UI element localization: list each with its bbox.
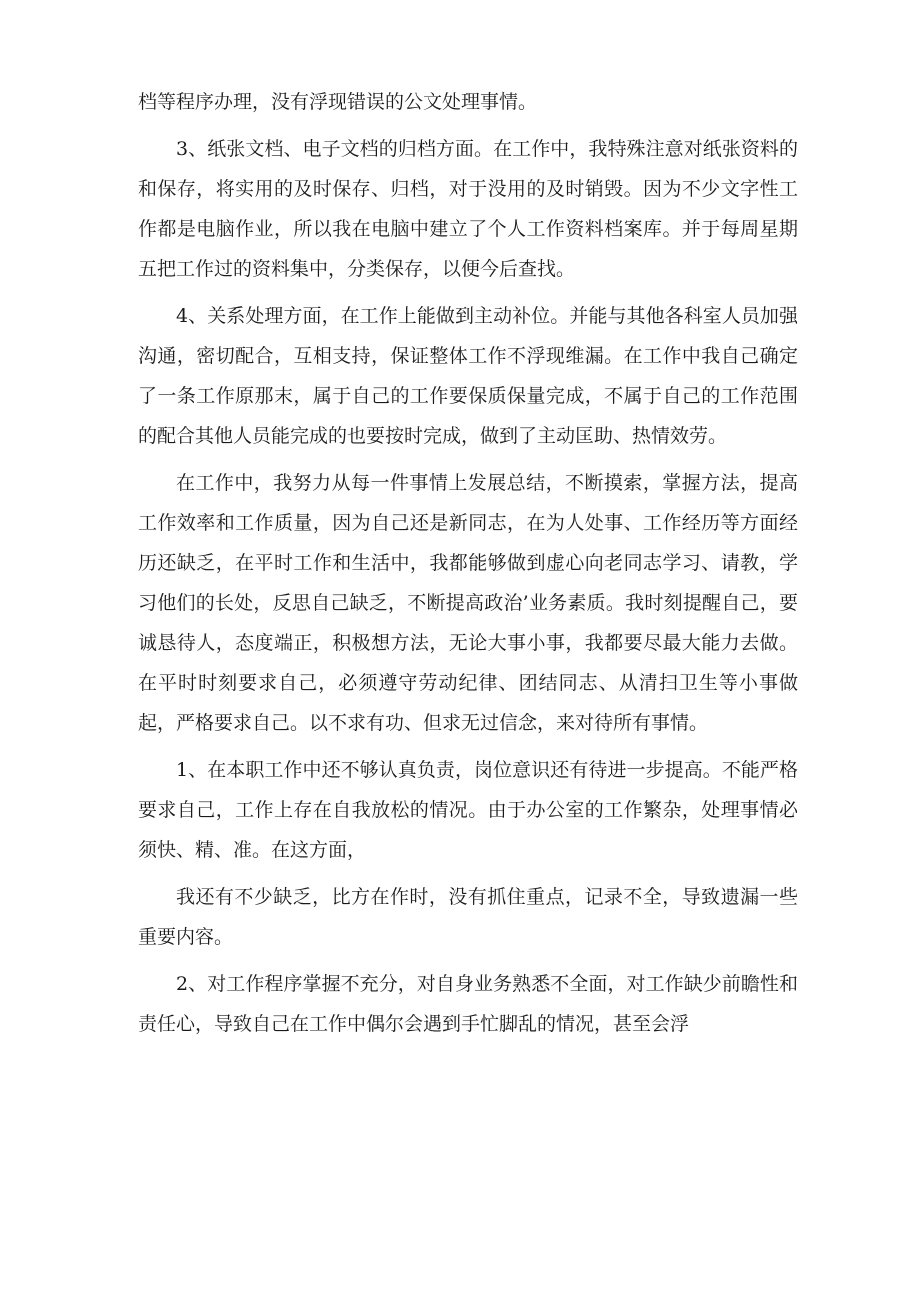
paragraph-work-summary: 在工作中，我努力从每一件事情上发展总结，不断摸索，掌握方法，提高工作效率和工作质量，因为自己还是新同志，在为人处事、工作经历等方面经历还缺乏，在平时工作和生活中，我都能够做到虚心向老同志学习、请教，学习他们的长处，反思自己缺乏，不断提高政治’业务素质。我时刻提醒自己，要诚恳待人，态度端正，积极想方法，无论大事小事，我都要尽最大能力去做。在平时时刻要求自己，必须遵守劳动纪律、团结同志、从清扫卫生等小事做起，严格要求自己。以不求有功、但求无过信念，来对待所有事情。 (138, 472, 798, 734)
paragraph-shortcoming-1: 1、在本职工作中还不够认真负责，岗位意识还有待进一步提高。不能严格要求自己，工作上存在自我放松的情况。由于办公室的工作繁杂，处理事情必须快、精、准。在这方面， (138, 759, 798, 861)
paragraph-shortcoming-2: 2、对工作程序掌握不充分，对自身业务熟悉不全面，对工作缺少前瞻性和责任心，导致自己在工作中偶尔会遇到手忙脚乱的情况，甚至会浮 (138, 973, 798, 1035)
paragraph-continuation: 档等程序办理，没有浮现错误的公文处理事情。 (138, 91, 538, 113)
paragraph-archiving: 3、纸张文档、电子文档的归档方面。在工作中，我特殊注意对纸张资料的和保存，将实用的及时保存、归档，对于没用的及时销毁。因为不少文字性工作都是电脑作业，所以我在电脑中建立了个人工作资料档案库。并于每周星期五把工作过的资料集中，分类保存，以便今后查找。 (138, 138, 798, 280)
body-text (138, 82, 798, 1051)
paragraph-shortcoming-1-cont: 我还有不少缺乏，比方在作时，没有抓住重点，记录不全，导致遗漏一些重要内容。 (138, 886, 798, 948)
paragraph-relations: 4、关系处理方面，在工作上能做到主动补位。并能与其他各科室人员加强沟通，密切配合，互相支持，保证整体工作不浮现维漏。在工作中我自己确定了一条工作原那末，属于自己的工作要保质保量完成，不属于自己的工作范围的配合其他人员能完成的也要按时完成，做到了主动匡助、热情效劳。 (138, 305, 798, 447)
